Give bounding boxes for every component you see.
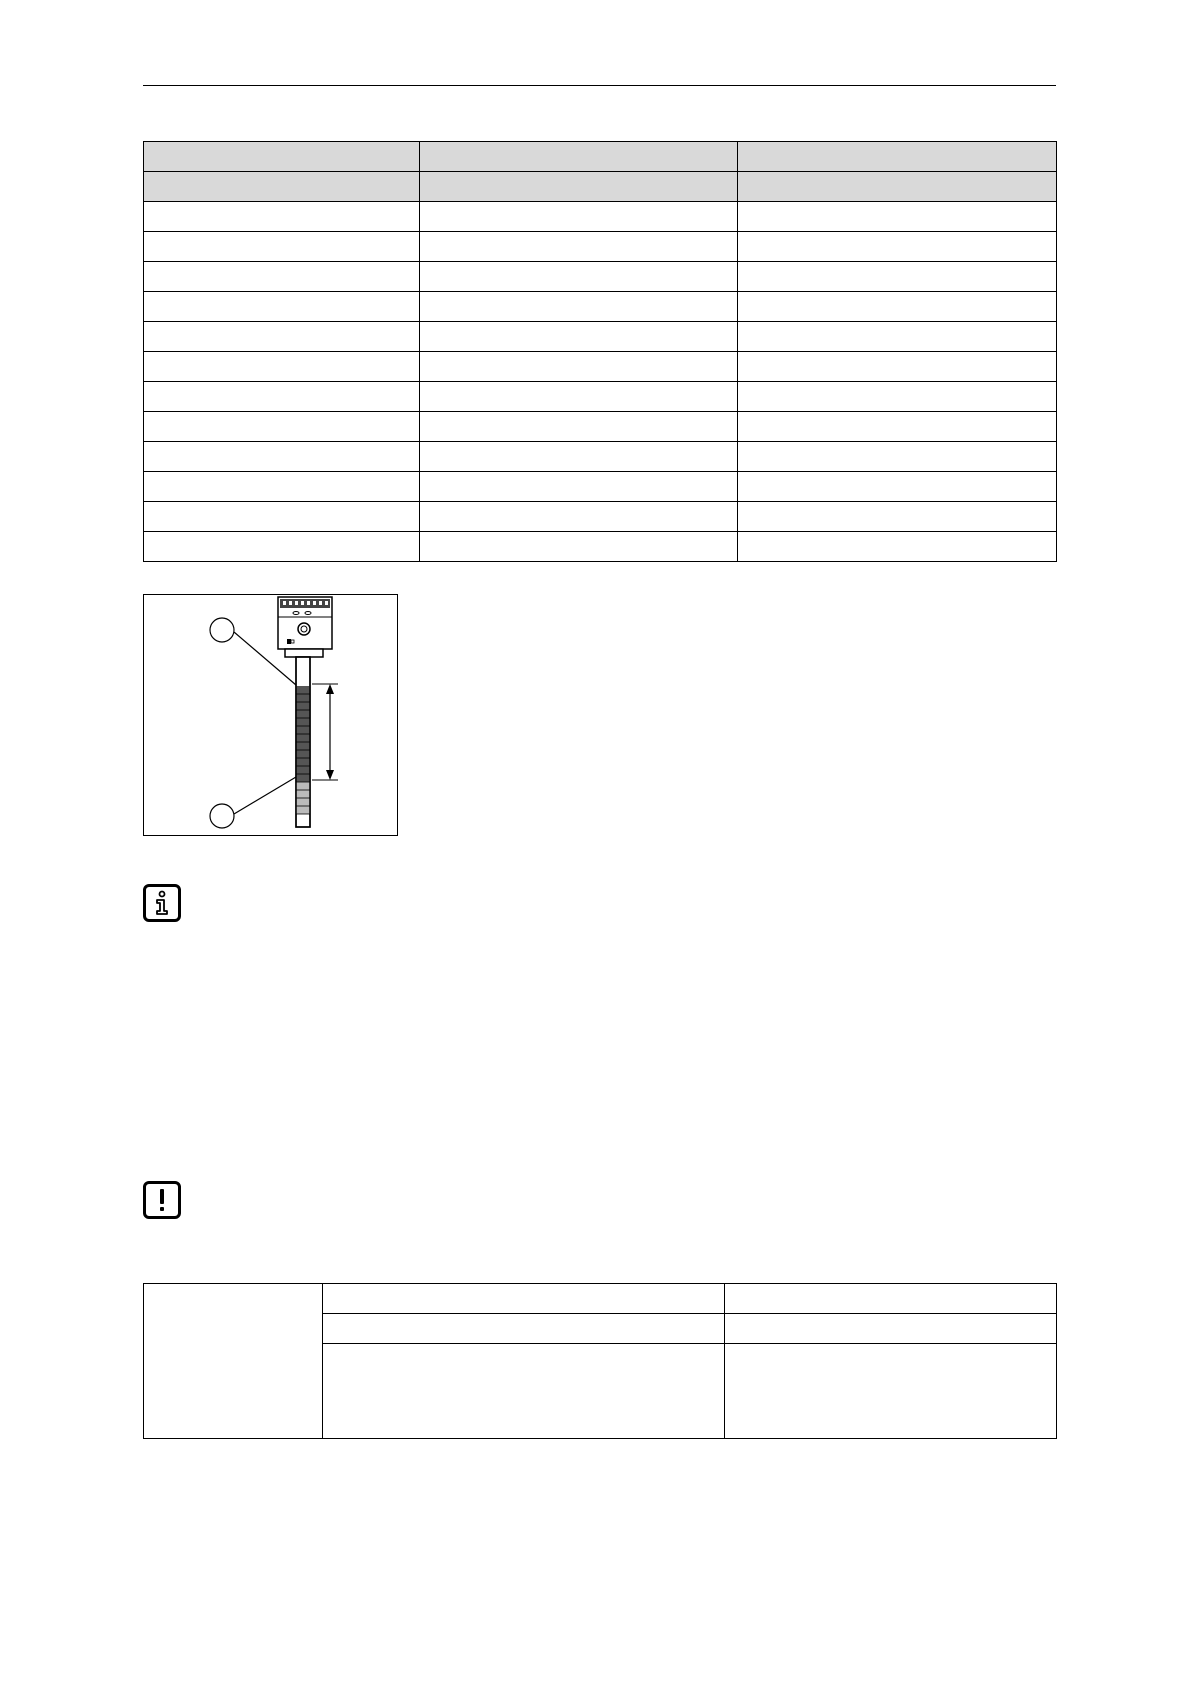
table-header-row	[144, 172, 1057, 202]
sensor-figure	[143, 594, 398, 836]
table-row	[144, 322, 1057, 352]
specification-table	[143, 141, 1057, 562]
table-row	[144, 262, 1057, 292]
callout-circle-2	[210, 804, 234, 828]
table-row	[144, 502, 1057, 532]
callout-leader-2	[234, 777, 296, 814]
table-row	[144, 292, 1057, 322]
parameter-table	[143, 1283, 1057, 1439]
table-row	[144, 202, 1057, 232]
table-row	[144, 442, 1057, 472]
table-row	[144, 532, 1057, 562]
warning-icon	[143, 1181, 181, 1219]
table-row	[144, 232, 1057, 262]
level-sensor-probe-diagram	[144, 595, 399, 837]
table-row	[144, 412, 1057, 442]
sensor-connector-strip	[280, 599, 330, 608]
table-row	[144, 352, 1057, 382]
header-rule	[143, 85, 1056, 86]
table-row	[144, 1284, 1057, 1314]
table-row	[144, 382, 1057, 412]
callout-circle-1	[210, 618, 234, 642]
table-row	[144, 472, 1057, 502]
table-row-label-cell	[144, 1284, 323, 1439]
info-icon	[143, 884, 181, 922]
table-header-row	[144, 142, 1057, 172]
